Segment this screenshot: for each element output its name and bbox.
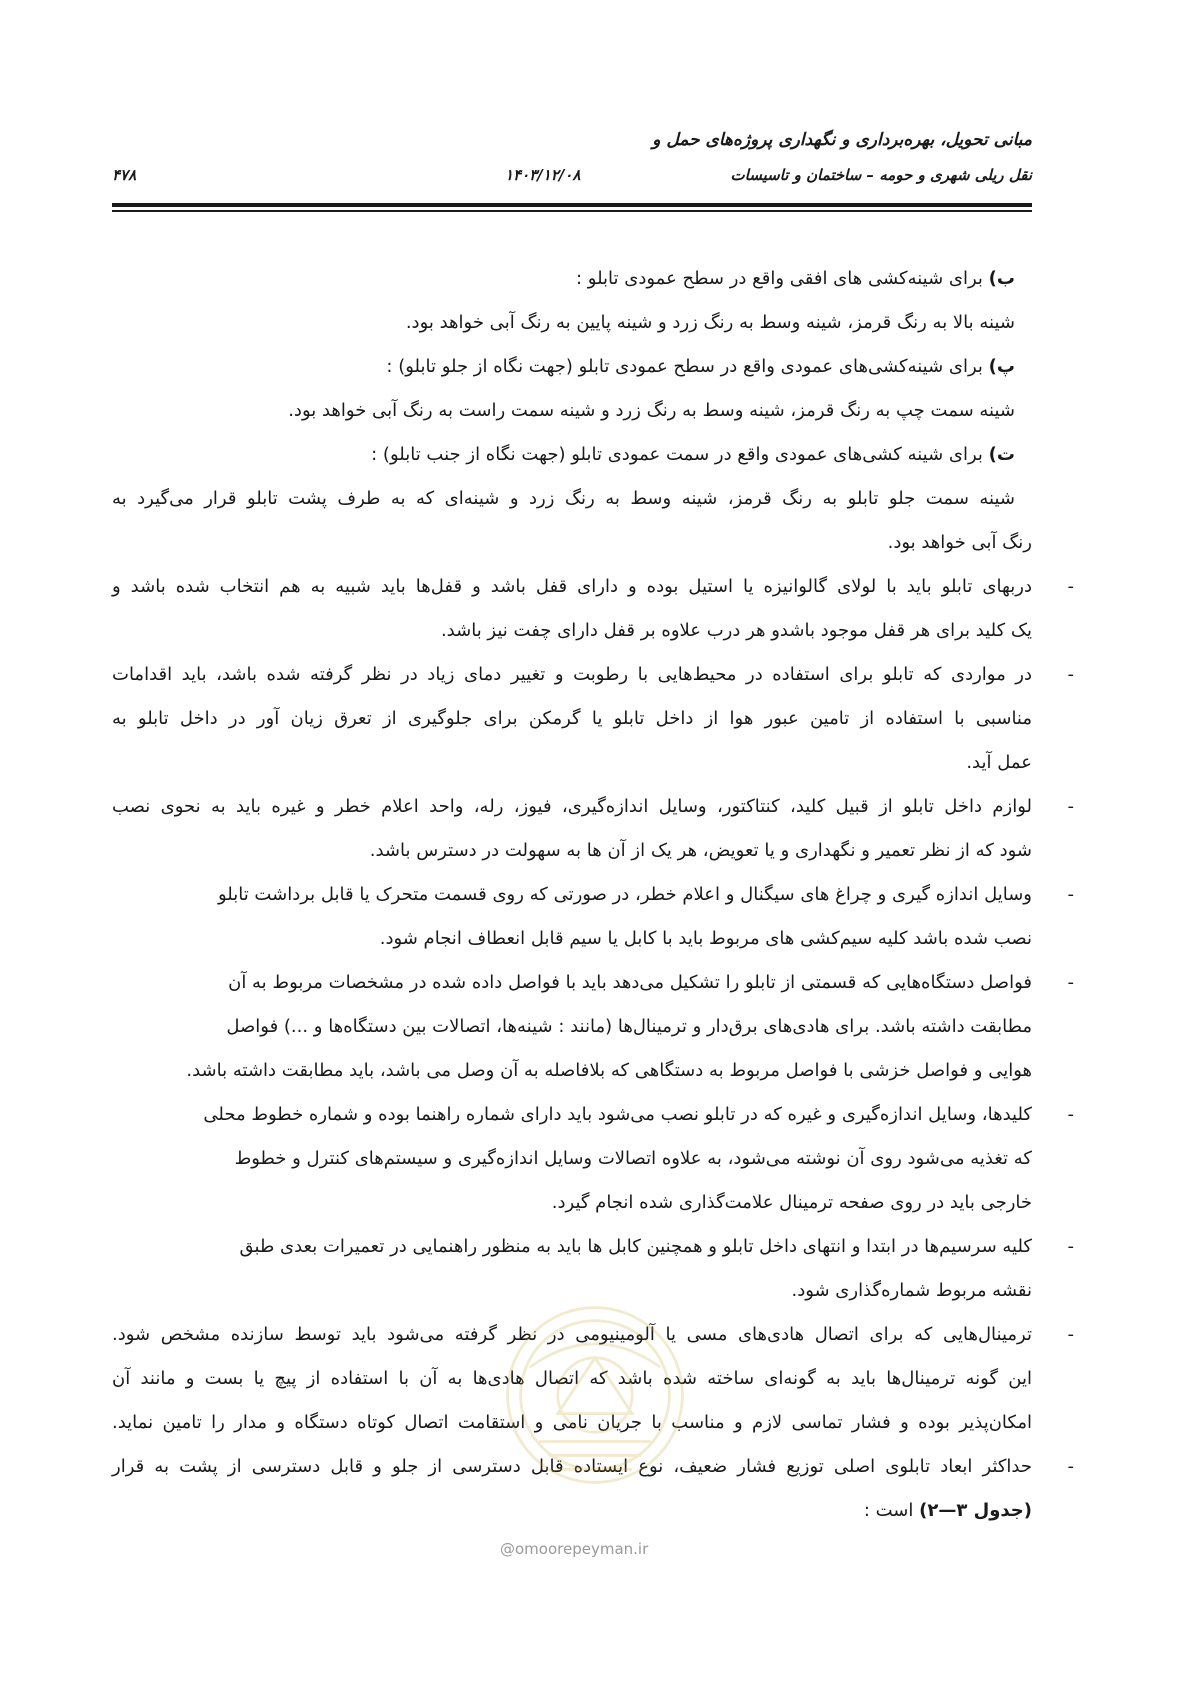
bullet-5-line-1 <box>112 961 1074 1005</box>
bullet-5-line-3: هوایی و فواصل خزشی با فواصل مربوط به دستگاهی که بلافاصله به آن وصل می باشد، باید مطابقت داشته باشد. <box>186 1060 1032 1081</box>
header-title-line2: نقل ریلی شهری و حومه – ساختمان و تاسیسات <box>730 166 1032 184</box>
bullet-7-line-1 <box>112 1225 1074 1269</box>
header-title-line1: مبانی تحویل، بهره‌برداری و نگهداری پروژه‌های حمل و <box>652 130 1032 150</box>
bullet-2-line-1 <box>112 653 1074 697</box>
bullet-1-line-2: یک کلید برای هر قفل موجود باشدو هر درب علاوه بر قفل دارای چفت نیز باشد. <box>440 620 1032 641</box>
watermark-url: @omoorepeyman.ir <box>500 1540 649 1558</box>
table-reference: (جدول ۳—۲) <box>919 1500 1032 1521</box>
bullet-dash: - <box>1067 576 1074 597</box>
bullet-3-line-1 <box>112 785 1074 829</box>
bullet-6-text-1: کلیدها، وسایل اندازه‌گیری و غیره که در تابلو نصب می‌شود باید دارای شماره راهنما بوده و شماره خطوط محلی <box>203 1104 1032 1125</box>
page-header <box>112 130 1032 210</box>
item-b-heading-text: برای شینه‌کشی های افقی واقع در سطح عمودی تابلو : <box>575 268 989 289</box>
bullet-8-text-1: ترمینال‌هایی که برای اتصال هادی‌های مسی یا آلومینیومی در نظر گرفته می‌شود باید توسط سازنده مشخص شود. <box>112 1324 1032 1345</box>
bullet-9-line-2 <box>112 1489 1032 1533</box>
item-p-heading <box>112 345 1032 389</box>
item-b-detail: شینه بالا به رنگ قرمز، شینه وسط به رنگ زرد و شینه پایین به رنگ آبی خواهد بود. <box>405 312 1015 333</box>
bullet-9-tail: است : <box>863 1500 920 1521</box>
bullet-4-line-2: نصب شده باشد کلیه سیم‌کشی های مربوط باید با کابل یا سیم قابل انعطاف انجام شود. <box>379 928 1032 949</box>
bullet-dash: - <box>1067 1324 1074 1345</box>
bullet-dash: - <box>1067 664 1074 685</box>
bullet-3-text-1: لوازم داخل تابلو از قبیل کلید، کنتاکتور، وسایل اندازه‌گیری، فیوز، رله، واحد اعلام خطر و غیره باید به نحوی نصب <box>112 796 1032 817</box>
bullet-dash: - <box>1067 1104 1074 1125</box>
item-p-detail: شینه سمت چپ به رنگ قرمز، شینه وسط به رنگ زرد و شینه سمت راست به رنگ آبی خواهد بود. <box>288 400 1015 421</box>
item-t-heading-text: برای شینه کشی‌های عمودی واقع در سمت عمودی تابلو (جهت نگاه از جنب تابلو) : <box>371 444 989 465</box>
bullet-dash: - <box>1067 884 1074 905</box>
bullet-5-line-2: مطابقت داشته باشد. برای هادی‌های برق‌دار و ترمینال‌ها (مانند : شینه‌ها، اتصالات بین دستگاه‌ها و ...) فواصل <box>226 1016 1032 1037</box>
bullet-dash: - <box>1067 1456 1074 1477</box>
header-date: ۱۴۰۳/۱۲/۰۸ <box>505 166 581 184</box>
item-t-heading <box>112 433 1032 477</box>
bullet-6-line-2: که تغذیه می‌شود روی آن نوشته می‌شود، به علاوه اتصالات وسایل اندازه‌گیری و سیستم‌های کنترل و خطوط <box>234 1148 1032 1169</box>
bullet-9-text-1: حداکثر ابعاد تابلوی اصلی توزیع فشار ضعیف، نوع ایستاده قابل دسترسی از جلو و قابل دسترسی از پشت به قرار <box>112 1456 1032 1477</box>
bullet-2-line-3: عمل آید. <box>966 752 1032 773</box>
page-number: ۴۷۸ <box>112 166 137 184</box>
item-t-detail-2: رنگ آبی خواهد بود. <box>887 532 1032 553</box>
item-p-label: پ) <box>988 356 1015 377</box>
bullet-6-line-3: خارجی باید در روی صفحه ترمینال علامت‌گذاری شده انجام گیرد. <box>551 1192 1032 1213</box>
bullet-8-line-2: این گونه ترمینال‌ها باید به گونه‌ای ساخته شده باشد که اتصال هادی‌ها به آن با استفاده از پیچ یا بست و مانند آن <box>112 1368 1032 1389</box>
bullet-1-text-1: دربهای تابلو باید با لولای گالوانیزه یا استیل بوده و دارای قفل باشد و قفل‌ها باید شبیه به هم انتخاب شده باشد و <box>112 576 1032 597</box>
bullet-dash: - <box>1067 972 1074 993</box>
header-rule-thin <box>112 210 1032 212</box>
bullet-1-line-1 <box>112 565 1074 609</box>
bullet-2-line-2: مناسبی با استفاده از تامین عبور هوا از داخل تابلو یا گرمکن برای جلوگیری از تعرق زیان آور در داخل تابلو به <box>112 708 1032 729</box>
bullet-6-line-1 <box>112 1093 1074 1137</box>
bullet-7-line-2: نقشه مربوط شماره‌گذاری شود. <box>791 1280 1032 1301</box>
item-t-label: ت) <box>988 444 1015 465</box>
bullet-dash: - <box>1067 796 1074 817</box>
header-rule-thick <box>112 203 1032 207</box>
bullet-8-line-3: امکان‌پذیر بوده و فشار تماسی لازم و مناسب با جریان نامی و استقامت اتصال کوتاه دستگاه و مدار را تامین نماید. <box>112 1412 1032 1433</box>
bullet-2-text-1: در مواردی که تابلو برای استفاده در محیط‌هایی با رطوبت و تغییر دمای زیاد در نظر گرفته شده باشد، باید اقدامات <box>112 664 1032 685</box>
bullet-dash: - <box>1067 1236 1074 1257</box>
watermark-seal-icon <box>502 1302 688 1488</box>
bullet-4-line-1 <box>112 873 1074 917</box>
bullet-7-text-1: کلیه سرسیم‌ها در ابتدا و انتهای داخل تابلو و همچنین کابل ها باید به منظور راهنمایی در تعمیرات بعدی طبق <box>239 1236 1032 1257</box>
bullet-5-text-1: فواصل دستگاه‌هایی که قسمتی از تابلو را تشکیل می‌دهد باید با فواصل داده شده در مشخصات مربوط به آن <box>228 972 1032 993</box>
item-p-heading-text: برای شینه‌کشی‌های عمودی واقع در سطح عمودی تابلو (جهت نگاه از جلو تابلو) : <box>386 356 989 377</box>
item-b-label: ب) <box>988 268 1015 289</box>
bullet-3-line-2: شود که از نظر تعمیر و نگهداری و یا تعویض، هر یک از آن ها به سهولت در دسترس باشد. <box>369 840 1032 861</box>
bullet-4-text-1: وسایل اندازه گیری و چراغ های سیگنال و اعلام خطر، در صورتی که روی قسمت متحرک یا قابل برداشت تابلو <box>217 884 1032 905</box>
item-t-detail-1: شینه سمت جلو تابلو به رنگ قرمز، شینه وسط به رنگ زرد و شینه‌ای که به طرف پشت تابلو قرار می‌گیرد به <box>112 488 1015 509</box>
item-b-heading <box>112 257 1032 301</box>
